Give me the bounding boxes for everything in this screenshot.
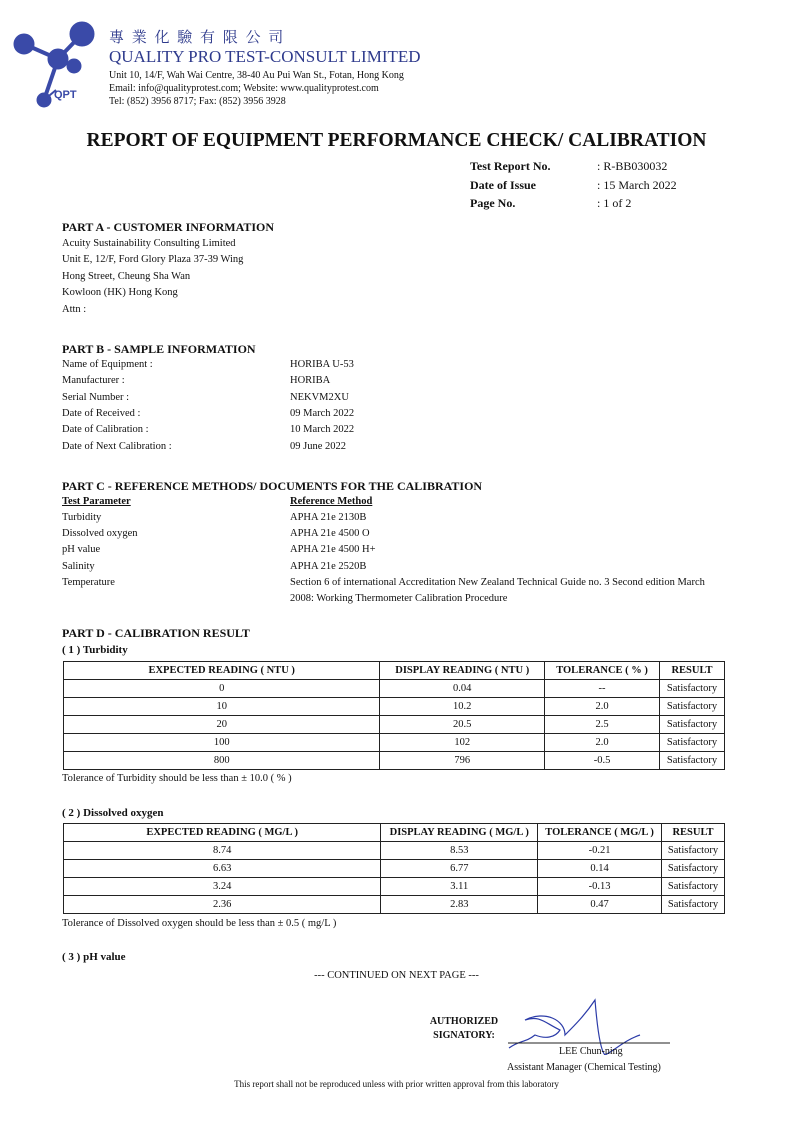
table-cell: Satisfactory (660, 716, 725, 734)
table-cell: 6.77 (381, 860, 538, 878)
table-cell: 0.04 (380, 680, 545, 698)
email-website: Email: info@qualityprotest.com; Website: www.qualityprotest.com (109, 83, 379, 94)
table-cell: 102 (380, 734, 545, 752)
table-cell: Satisfactory (660, 698, 725, 716)
test-parameter: Dissolved oxygen (62, 528, 138, 540)
table-cell: 2.0 (545, 698, 660, 716)
col-reference-method: Reference Method (290, 496, 373, 507)
report-info-value: : R-BB030032 (597, 159, 668, 173)
table-cell: 2.36 (64, 896, 381, 914)
table-cell: 6.63 (64, 860, 381, 878)
table-cell: 0 (64, 680, 380, 698)
table-cell: Satisfactory (662, 896, 725, 914)
table-row (64, 842, 725, 860)
table-header-row (64, 824, 725, 842)
sample-value: 09 June 2022 (290, 440, 346, 452)
label-authorized: AUTHORIZED (429, 1016, 499, 1027)
customer-info (62, 236, 243, 318)
table-cell: 8.53 (381, 842, 538, 860)
company-name-chinese: 專 業 化 驗 有 限 公 司 (109, 30, 286, 46)
customer-line: Unit E, 12/F, Ford Glory Plaza 37-39 Wing (62, 254, 244, 266)
test-parameter: Temperature (62, 576, 115, 588)
sample-label: Date of Received : (62, 407, 141, 419)
tel-fax: Tel: (852) 3956 8717; Fax: (852) 3956 3928 (109, 96, 286, 107)
report-info-value: : 1 of 2 (597, 196, 632, 210)
table-cell: Satisfactory (660, 734, 725, 752)
report-info-label: Test Report No. (470, 159, 551, 173)
column-header: DISPLAY READING ( MG/L ) (381, 824, 538, 842)
table-cell: 0.47 (538, 896, 662, 914)
table-cell: 3.11 (381, 878, 538, 896)
svg-text:QPT: QPT (54, 89, 77, 101)
table-cell: 796 (380, 752, 545, 770)
table-cell: 20 (64, 716, 380, 734)
signatory-position: Assistant Manager (Chemical Testing) (507, 1062, 661, 1073)
column-header: TOLERANCE ( MG/L ) (538, 824, 662, 842)
reference-method-cont: 2008: Working Thermometer Calibration Procedure (290, 593, 508, 605)
signatory-name: LEE Chun-ning (559, 1046, 623, 1057)
test-parameter: Turbidity (62, 512, 102, 523)
company-contact (109, 69, 404, 108)
sample-value: HORIBA (290, 375, 331, 387)
table-cell: -- (545, 680, 660, 698)
ph-title: ( 3 ) pH value (62, 951, 126, 963)
footer-note: This report shall not be reproduced unless with prior written approval from this laboratory (234, 1079, 559, 1089)
table-cell: 10 (64, 698, 380, 716)
company-name: QUALITY PRO TEST-CONSULT LIMITED (109, 47, 421, 66)
customer-line: Acuity Sustainability Consulting Limited (62, 238, 236, 249)
table-row (64, 752, 725, 770)
table-row (64, 734, 725, 752)
continued-note: --- CONTINUED ON NEXT PAGE --- (314, 970, 479, 981)
column-header: EXPECTED READING ( MG/L ) (64, 824, 381, 842)
table-cell: 3.24 (64, 878, 381, 896)
sample-label: Name of Equipment : (62, 359, 153, 370)
dissolved-oxygen-table (63, 823, 725, 914)
table-cell: 2.5 (545, 716, 660, 734)
table-row (64, 860, 725, 878)
table-cell: 0.14 (538, 860, 662, 878)
column-header: RESULT (662, 824, 725, 842)
part-a-heading: PART A - CUSTOMER INFORMATION (62, 220, 275, 234)
table-row (64, 716, 725, 734)
test-parameter: Salinity (62, 560, 95, 572)
sample-value: 10 March 2022 (290, 424, 355, 436)
table-cell: 2.83 (381, 896, 538, 914)
reference-method: Section 6 of international Accreditation New Zealand Technical Guide no. 3 Second edition March (290, 576, 705, 588)
col-test-parameter: Test Parameter (62, 496, 131, 507)
sample-label: Date of Calibration : (62, 424, 149, 436)
qpt-logo (8, 14, 103, 109)
sample-label: Date of Next Calibration : (62, 440, 172, 452)
column-header: EXPECTED READING ( NTU ) (64, 662, 380, 680)
table-cell: 2.0 (545, 734, 660, 752)
report-info-label: Page No. (470, 196, 516, 210)
sample-value: HORIBA U-53 (290, 359, 354, 370)
customer-line: Kowloon (HK) Hong Kong (62, 287, 178, 299)
table-cell: Satisfactory (662, 878, 725, 896)
reference-method: APHA 21e 4500 H+ (290, 544, 376, 556)
sample-value: NEKVM2XU (290, 391, 349, 403)
turbidity-title: ( 1 ) Turbidity (62, 644, 128, 656)
do-note: Tolerance of Dissolved oxygen should be less than ± 0.5 ( mg/L ) (62, 918, 337, 929)
table-row (64, 878, 725, 896)
table-cell: Satisfactory (660, 680, 725, 698)
table-cell: 10.2 (380, 698, 545, 716)
table-cell: 8.74 (64, 842, 381, 860)
report-info-label: Date of Issue (470, 177, 536, 192)
column-header: TOLERANCE ( % ) (545, 662, 660, 680)
table-cell: -0.5 (545, 752, 660, 770)
reference-method: APHA 21e 4500 O (290, 528, 370, 540)
do-title: ( 2 ) Dissolved oxygen (62, 807, 164, 819)
table-header-row (64, 662, 725, 680)
table-cell: 800 (64, 752, 380, 770)
authorized-signatory-label (425, 1015, 503, 1043)
column-header: DISPLAY READING ( NTU ) (380, 662, 545, 680)
table-cell: -0.21 (538, 842, 662, 860)
table-cell: Satisfactory (662, 860, 725, 878)
table-cell: 20.5 (380, 716, 545, 734)
turbidity-table (63, 661, 725, 770)
table-cell: -0.13 (538, 878, 662, 896)
label-signatory: SIGNATORY: (433, 1030, 495, 1041)
sample-label: Serial Number : (62, 391, 130, 403)
reference-method: APHA 21e 2130B (290, 512, 367, 523)
table-cell: 100 (64, 734, 380, 752)
report-title: REPORT OF EQUIPMENT PERFORMANCE CHECK/ CALIBRATION (86, 130, 707, 151)
customer-line: Attn : (62, 303, 87, 315)
table-row (64, 680, 725, 698)
sample-label: Manufacturer : (62, 375, 125, 387)
sample-value: 09 March 2022 (290, 407, 355, 419)
address: Unit 10, 14/F, Wah Wai Centre, 38-40 Au Pui Wan St., Fotan, Hong Kong (109, 70, 404, 81)
test-parameter: pH value (62, 544, 101, 556)
report-info-value: : 15 March 2022 (597, 177, 677, 192)
column-header: RESULT (660, 662, 725, 680)
table-row (64, 896, 725, 914)
part-b-heading: PART B - SAMPLE INFORMATION (62, 342, 256, 356)
part-c-heading: PART C - REFERENCE METHODS/ DOCUMENTS FOR THE CALIBRATION (62, 479, 483, 493)
turbidity-note: Tolerance of Turbidity should be less than ± 10.0 ( % ) (62, 773, 292, 784)
table-row (64, 698, 725, 716)
customer-line: Hong Street, Cheung Sha Wan (62, 270, 191, 282)
table-cell: Satisfactory (660, 752, 725, 770)
table-cell: Satisfactory (662, 842, 725, 860)
part-d-heading: PART D - CALIBRATION RESULT (62, 626, 250, 640)
reference-method: APHA 21e 2520B (290, 560, 367, 572)
